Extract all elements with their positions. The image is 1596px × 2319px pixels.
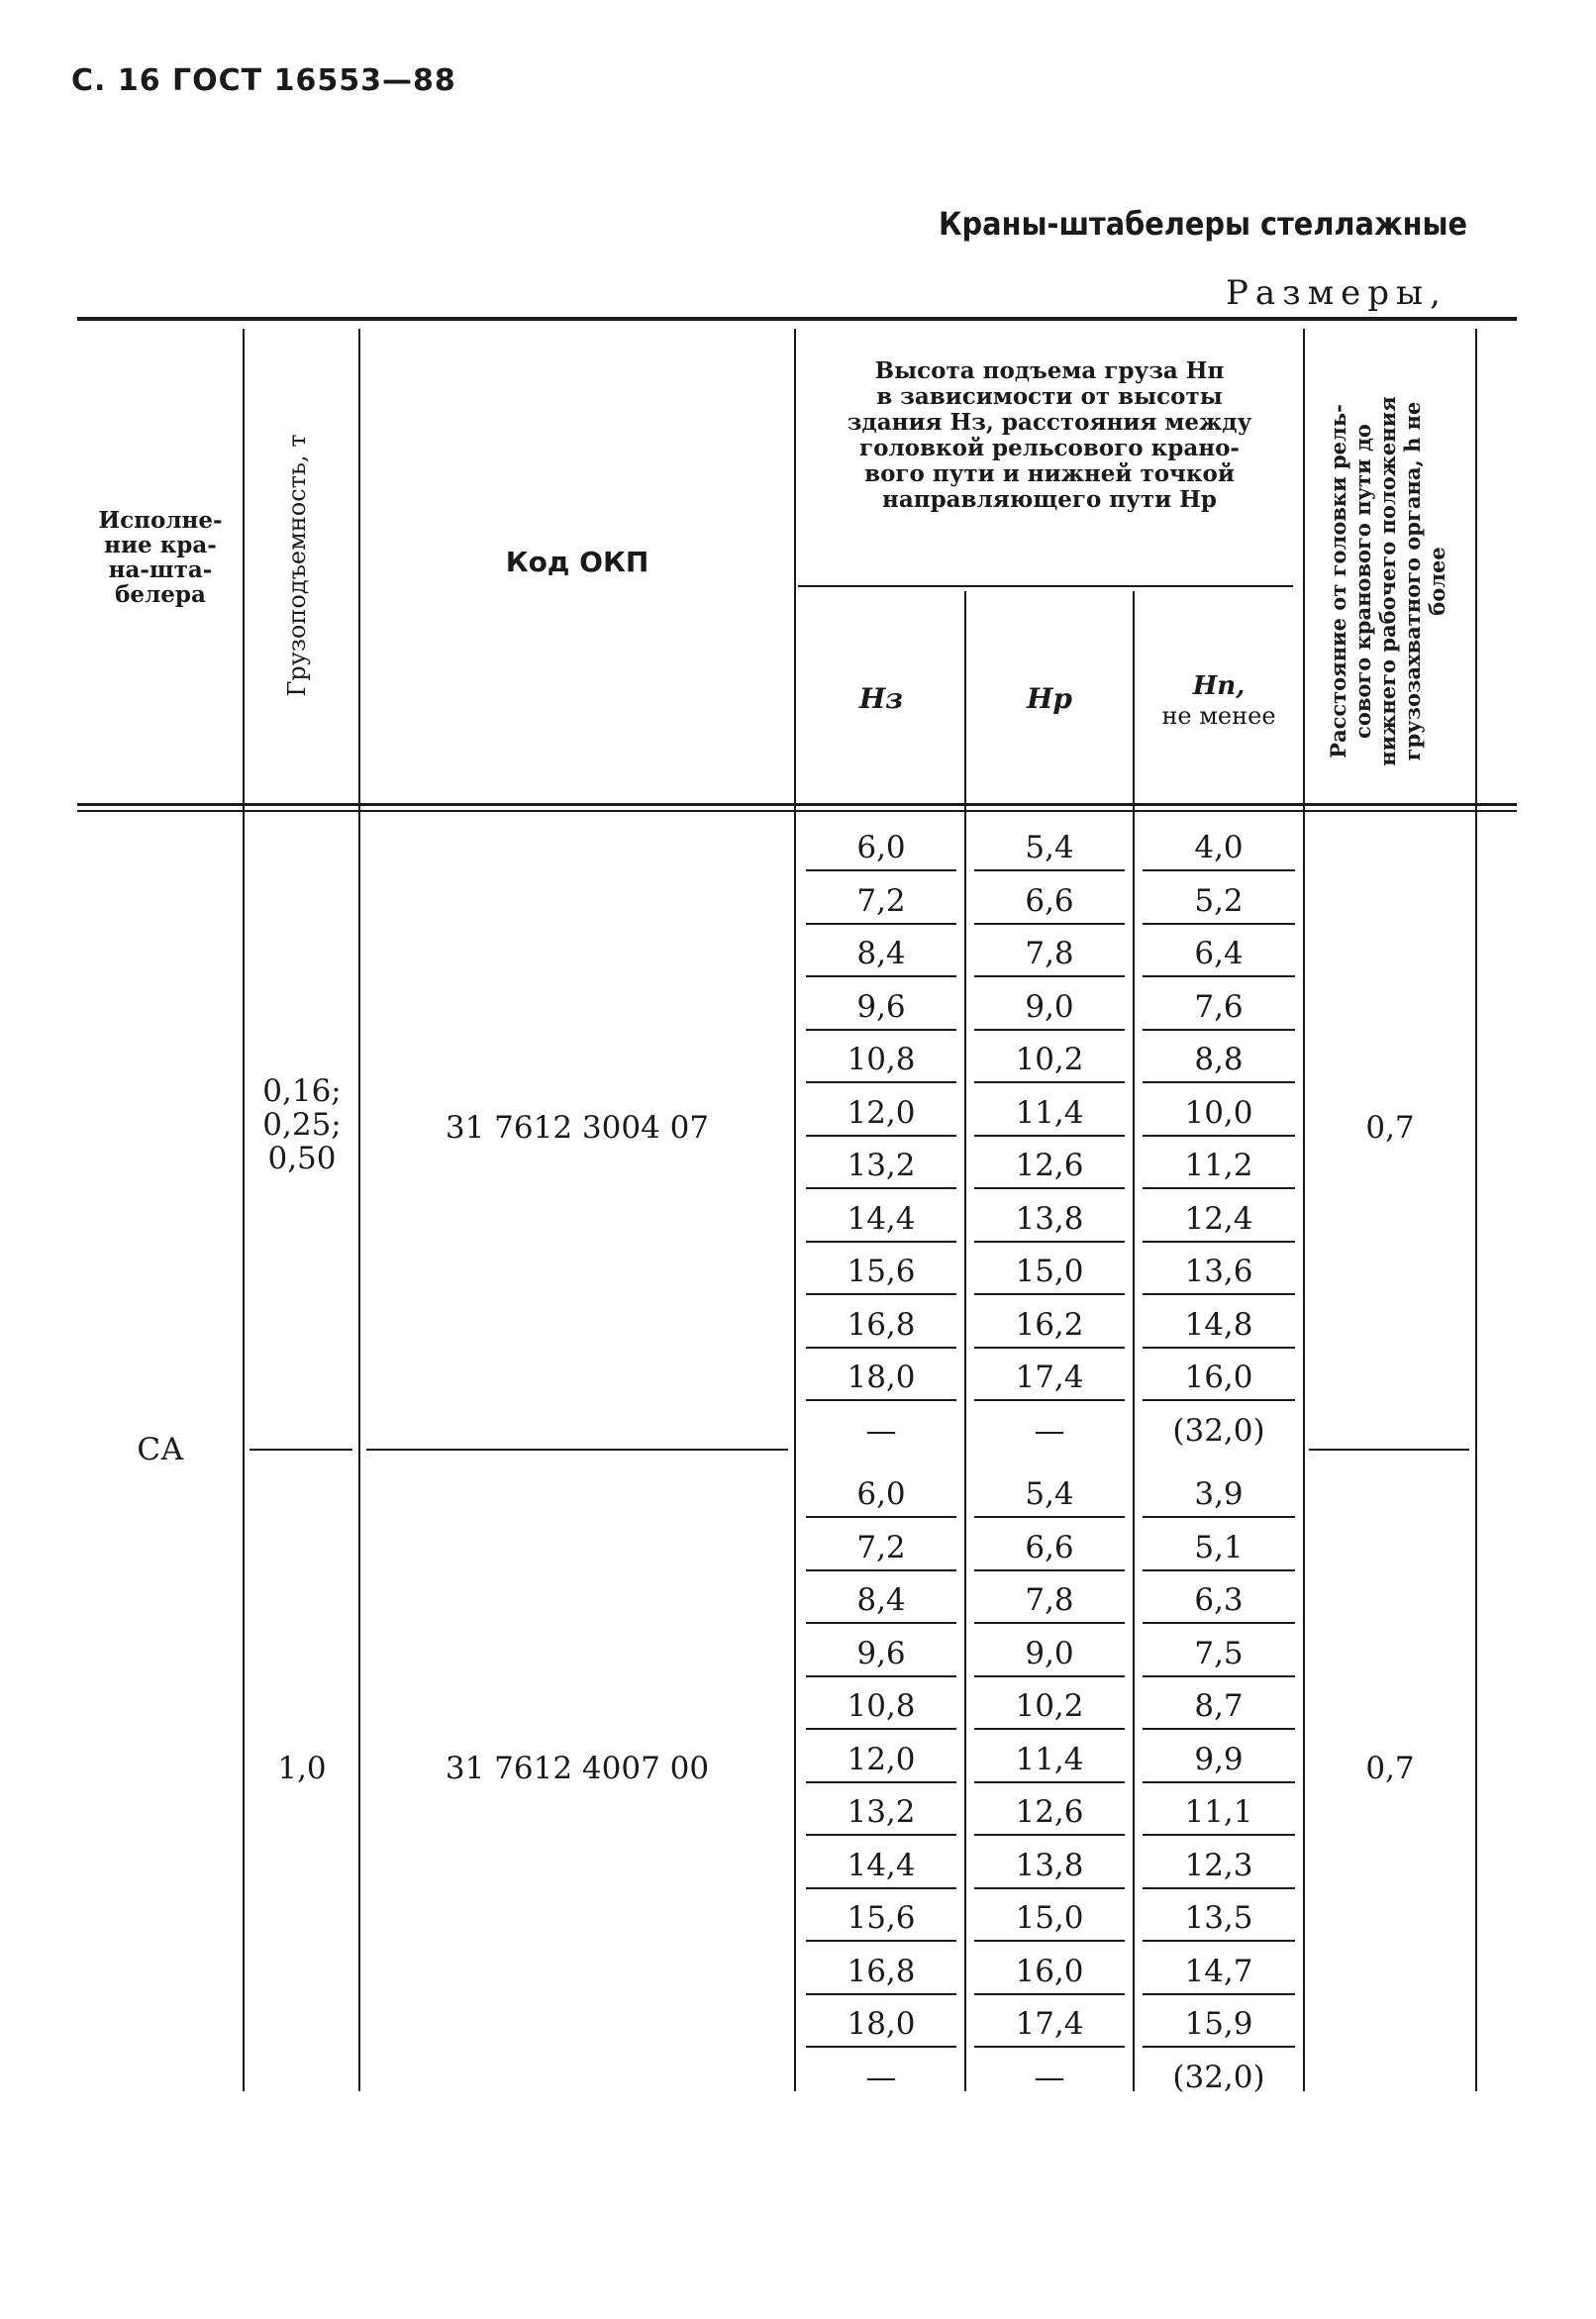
group-divider-code <box>366 1449 788 1451</box>
row-underline <box>1143 869 1295 871</box>
row-underline <box>1143 1940 1295 1942</box>
hp-value: 8,7 <box>1194 1688 1244 1724</box>
row-underline <box>974 1622 1125 1624</box>
hp-value: 15,9 <box>1184 2006 1253 2042</box>
hz-value: 6,0 <box>856 830 906 865</box>
hp-value: (32,0) <box>1172 2059 1265 2095</box>
hz-value: — <box>865 1412 897 1449</box>
row-underline <box>1143 1347 1295 1349</box>
row-underline <box>1143 975 1295 977</box>
col-divider-6 <box>1303 329 1305 2091</box>
hp-value: 4,0 <box>1194 830 1244 865</box>
header-distance: Расстояние от головки рель- сового кранового пути до нижнего рабочего положения грузозахватного органа, h не более <box>1326 396 1449 766</box>
row-underline <box>1143 1675 1295 1677</box>
row-underline <box>806 1293 956 1295</box>
hz-value: 14,4 <box>847 1200 916 1237</box>
hr-value: 13,8 <box>1015 1200 1084 1237</box>
row-underline <box>974 1187 1125 1189</box>
hp-value: 3,9 <box>1194 1476 1244 1512</box>
row-underline <box>806 1241 956 1243</box>
hp-value: 5,1 <box>1194 1529 1244 1565</box>
row-underline <box>974 1569 1125 1571</box>
row-underline <box>974 1993 1125 1995</box>
row-underline <box>1143 1834 1295 1836</box>
hz-value: 10,8 <box>847 1042 916 1077</box>
hz-value: 15,6 <box>847 1900 916 1936</box>
hz-value: 16,8 <box>847 1306 916 1343</box>
hp-value: 11,2 <box>1184 1148 1253 1183</box>
capacity-group-2: 1,0 <box>277 1751 327 1786</box>
row-underline <box>1143 1516 1295 1518</box>
row-underline <box>806 1781 956 1783</box>
hz-value: 7,2 <box>856 1529 906 1565</box>
row-underline <box>1143 1569 1295 1571</box>
hr-value: 10,2 <box>1015 1042 1084 1077</box>
hz-value: 15,6 <box>847 1254 916 1289</box>
hz-value: 6,0 <box>856 1476 906 1512</box>
variant-value: СА <box>137 1432 184 1467</box>
hr-value: 15,0 <box>1015 1254 1084 1289</box>
hp-value: 5,2 <box>1194 882 1244 919</box>
page-number: С. 16 ГОСТ 16553—88 <box>71 63 456 98</box>
row-underline <box>974 1675 1125 1677</box>
hr-value: 11,4 <box>1015 1741 1084 1777</box>
hr-value: 7,8 <box>1025 936 1074 971</box>
hp-value: 12,4 <box>1184 1200 1253 1237</box>
hz-value: 9,6 <box>856 988 906 1025</box>
hp-value: (32,0) <box>1172 1412 1265 1449</box>
hp-value: 8,8 <box>1194 1042 1244 1077</box>
hz-value: 18,0 <box>847 2006 916 2042</box>
row-underline <box>1143 1241 1295 1243</box>
hr-value: 13,8 <box>1015 1847 1084 1883</box>
row-underline <box>1143 923 1295 925</box>
row-underline <box>974 1887 1125 1889</box>
hr-value: 5,4 <box>1025 1476 1074 1512</box>
hz-value: 12,0 <box>847 1741 916 1777</box>
row-underline <box>1143 1399 1295 1401</box>
hr-value: 12,6 <box>1015 1148 1084 1183</box>
hz-value: 7,2 <box>856 882 906 919</box>
row-underline <box>1143 2046 1295 2048</box>
hr-value: 17,4 <box>1015 1360 1084 1395</box>
row-underline <box>806 1135 956 1137</box>
row-underline <box>1143 1887 1295 1889</box>
header-hp: Hп, не менее <box>1161 671 1276 730</box>
hz-value: 16,8 <box>847 1953 916 1989</box>
row-underline <box>806 1728 956 1730</box>
hz-value: 10,8 <box>847 1688 916 1724</box>
hr-value: — <box>1034 1412 1065 1449</box>
hp-value: 13,6 <box>1184 1254 1253 1289</box>
hz-value: 8,4 <box>856 936 906 971</box>
header-okp-code: Код ОКП <box>505 546 649 578</box>
row-underline <box>974 1399 1125 1401</box>
col-divider-3 <box>794 329 796 2091</box>
row-underline <box>806 1029 956 1031</box>
row-underline <box>806 1675 956 1677</box>
hr-value: 6,6 <box>1025 882 1074 919</box>
hp-value: 12,3 <box>1184 1847 1253 1883</box>
hr-value: 16,0 <box>1015 1953 1084 1989</box>
row-underline <box>974 1135 1125 1137</box>
hp-value: 14,8 <box>1184 1306 1253 1343</box>
hr-value: — <box>1034 2059 1065 2095</box>
row-underline <box>1143 1293 1295 1295</box>
row-underline <box>974 1347 1125 1349</box>
header-variant: Исполне- ние кра- на-шта- белера <box>98 507 223 608</box>
hr-value: 10,2 <box>1015 1688 1084 1724</box>
row-underline <box>1143 1622 1295 1624</box>
row-underline <box>974 1728 1125 1730</box>
row-underline <box>806 923 956 925</box>
row-underline <box>806 1940 956 1942</box>
hz-value: 14,4 <box>847 1847 916 1883</box>
row-underline <box>806 1887 956 1889</box>
group-divider-distance <box>1309 1449 1469 1451</box>
row-underline <box>1143 1781 1295 1783</box>
okp-code-group-2: 31 7612 4007 00 <box>445 1751 710 1786</box>
row-underline <box>806 1993 956 1995</box>
hz-value: 13,2 <box>847 1794 916 1830</box>
header-lift-group: Высота подъема груза Hп в зависимости от высоты здания Hз, расстояния между головкой рельсового кранo- вого пути и нижней точкой направляющего пути Hр <box>847 357 1252 513</box>
okp-code-group-1: 31 7612 3004 07 <box>445 1110 710 1146</box>
row-underline <box>806 1187 956 1189</box>
document-subtitle: Размеры, <box>1226 273 1447 313</box>
row-underline <box>806 1081 956 1083</box>
header-hz: Hз <box>858 682 904 715</box>
hr-value: 9,0 <box>1025 1635 1074 1671</box>
row-underline <box>806 1569 956 1571</box>
hp-value: 9,9 <box>1194 1741 1244 1777</box>
row-underline <box>806 869 956 871</box>
hr-value: 17,4 <box>1015 2006 1084 2042</box>
row-underline <box>1143 1187 1295 1189</box>
hz-value: 12,0 <box>847 1094 916 1131</box>
row-underline <box>974 923 1125 925</box>
row-underline <box>806 1516 956 1518</box>
col-divider-1 <box>243 329 245 2091</box>
header-capacity: Грузоподъемность, т <box>283 434 311 697</box>
group-divider-capacity <box>249 1449 352 1451</box>
lift-group-divider <box>798 585 1293 587</box>
capacity-group-1: 0,16; 0,25; 0,50 <box>262 1073 342 1176</box>
hp-value: 14,7 <box>1184 1953 1253 1989</box>
row-underline <box>974 1293 1125 1295</box>
row-underline <box>974 1516 1125 1518</box>
col-divider-7 <box>1475 329 1477 2091</box>
hr-value: 16,2 <box>1015 1306 1084 1343</box>
row-underline <box>1143 1728 1295 1730</box>
row-underline <box>806 1347 956 1349</box>
row-underline <box>806 1399 956 1401</box>
hr-value: 5,4 <box>1025 830 1074 865</box>
hp-value: 11,1 <box>1184 1794 1253 1830</box>
col-divider-5 <box>1133 591 1135 2091</box>
row-underline <box>974 1940 1125 1942</box>
row-underline <box>806 1622 956 1624</box>
hp-value: 16,0 <box>1184 1360 1253 1395</box>
row-underline <box>974 1081 1125 1083</box>
hr-value: 7,8 <box>1025 1582 1074 1618</box>
row-underline <box>1143 1081 1295 1083</box>
row-underline <box>1143 1993 1295 1995</box>
hz-value: 18,0 <box>847 1360 916 1395</box>
hr-value: 11,4 <box>1015 1094 1084 1131</box>
document-title: Краны-штабелеры стеллажные <box>939 205 1468 243</box>
row-underline <box>974 869 1125 871</box>
hp-value: 7,5 <box>1194 1635 1244 1671</box>
hp-value: 6,3 <box>1194 1582 1244 1618</box>
distance-group-2: 0,7 <box>1365 1751 1415 1786</box>
hr-value: 6,6 <box>1025 1529 1074 1565</box>
row-underline <box>1143 1029 1295 1031</box>
col-divider-2 <box>358 329 360 2091</box>
hz-value: 13,2 <box>847 1148 916 1183</box>
row-underline <box>974 1834 1125 1836</box>
hr-value: 15,0 <box>1015 1900 1084 1936</box>
header-hr: Hр <box>1026 682 1073 715</box>
row-underline <box>974 1241 1125 1243</box>
row-underline <box>1143 1135 1295 1137</box>
hp-value: 13,5 <box>1184 1900 1253 1936</box>
row-underline <box>974 2046 1125 2048</box>
hr-value: 12,6 <box>1015 1794 1084 1830</box>
row-underline <box>806 2046 956 2048</box>
hz-value: — <box>865 2059 897 2095</box>
hz-value: 9,6 <box>856 1635 906 1671</box>
hp-value: 6,4 <box>1194 936 1244 971</box>
row-underline <box>806 975 956 977</box>
distance-group-1: 0,7 <box>1365 1110 1415 1146</box>
hz-value: 8,4 <box>856 1582 906 1618</box>
hp-value: 10,0 <box>1184 1094 1253 1131</box>
hr-value: 9,0 <box>1025 988 1074 1025</box>
row-underline <box>974 1781 1125 1783</box>
col-divider-4 <box>964 591 966 2091</box>
row-underline <box>806 1834 956 1836</box>
hp-value: 7,6 <box>1194 988 1244 1025</box>
row-underline <box>974 975 1125 977</box>
row-underline <box>974 1029 1125 1031</box>
